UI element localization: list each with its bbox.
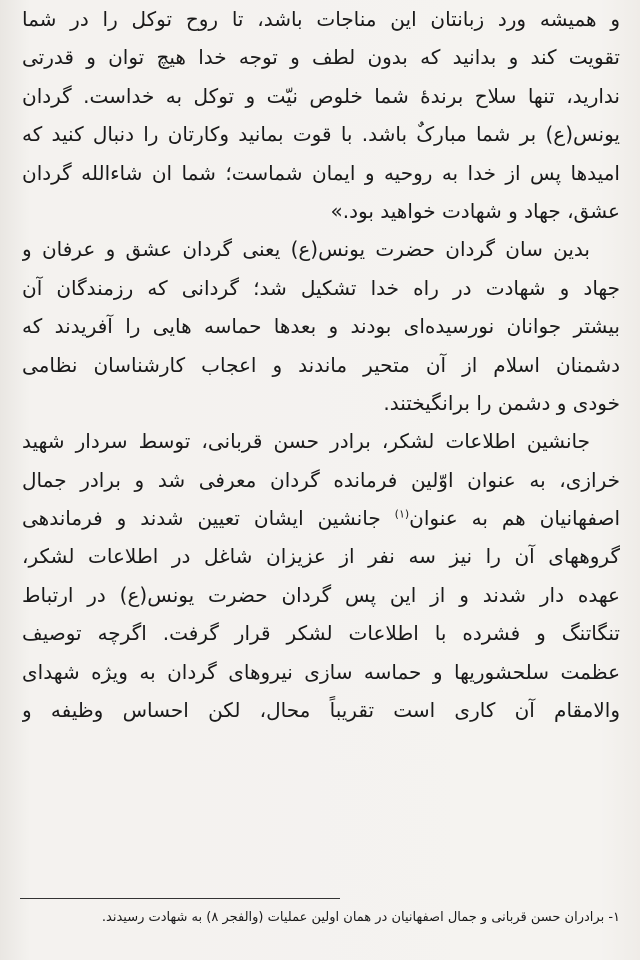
text-line-15: گروههای آن را نیز سه نفر از عزیزان شاغل در اطلاعات لشکر،: [22, 544, 620, 569]
text-line-7: بدین سان گردان حضرت یونس(ع) یعنی گردان عشق و عرفان و: [22, 237, 590, 262]
text-line-9: بیشتر جوانان نورسیده‌ای بودند و بعدها حماسه هایی را آفریدند که: [22, 314, 620, 339]
text-line-8: جهاد و شهادت در راه خدا تشکیل شد؛ گردانی که رزمندگان آن: [22, 275, 620, 300]
text-line-1: و همیشه ورد زبانتان این مناجات باشد، تا روح توکل را در شما: [22, 7, 620, 31]
footnote-reference[interactable]: (۱): [394, 507, 410, 521]
text-line-2: تقویت کند و بدانید که بدون لطف و توجه خدا هیچ توان و قدرتی: [22, 45, 620, 70]
text-line-3: ندارید، تنها سلاح برندهٔ شما خلوص نیّت و توکل به خداست. گردان: [22, 83, 620, 108]
footnote-divider: [20, 898, 340, 899]
text-line-6: عشق، جهاد و شهادت خواهید بود.»: [330, 198, 620, 223]
text-line-14-start: اصفهانیان هم به عنوان: [409, 506, 620, 531]
text-line-4: یونس(ع) بر شما مبارکٌ باشد. با قوت بمانید وکارتان را دنبال کنید که: [22, 122, 620, 147]
text-line-19: والامقام آن کاری است تقریباً محال، لکن احساس وظیفه و: [22, 698, 620, 723]
text-line-17: تنگاتنگ و فشرده با اطلاعات لشکر قرار گرفت. اگرچه توصیف: [22, 621, 620, 646]
text-line-10: دشمنان اسلام از آن متحیر ماندند و اعجاب کارشناسان نظامی: [22, 352, 620, 377]
footnote: ۱- برادران حسن قربانی و جمال اصفهانیان در همان اولین عملیات (والفجر ۸) به شهادت رسیدند.: [101, 910, 620, 925]
text-line-5: امیدها پس از خدا به روحیه و ایمان شماست؛ شما ان شاءالله گردان: [22, 160, 620, 185]
text-line-13: خرازی، به عنوان اوّلین فرمانده گردان معرفی شد و برادر جمال: [22, 467, 620, 492]
text-line-16: عهده دار شدند و از این پس گردان حضرت یونس(ع) در ارتباط: [22, 582, 620, 607]
text-line-12: جانشین اطلاعات لشکر، برادر حسن قربانی، توسط سردار شهید: [22, 429, 590, 454]
text-line-14: [22, 499, 620, 537]
text-line-18: عظمت سلحشوریها و حماسه سازی نیروهای گردان به ویژه شهدای: [22, 659, 620, 684]
body-text: [22, 0, 620, 729]
text-line-11: خودی و دشمن را برانگیختند.: [383, 390, 620, 415]
text-line-14-end: جانشین ایشان تعیین شدند و فرماندهی: [22, 506, 395, 531]
